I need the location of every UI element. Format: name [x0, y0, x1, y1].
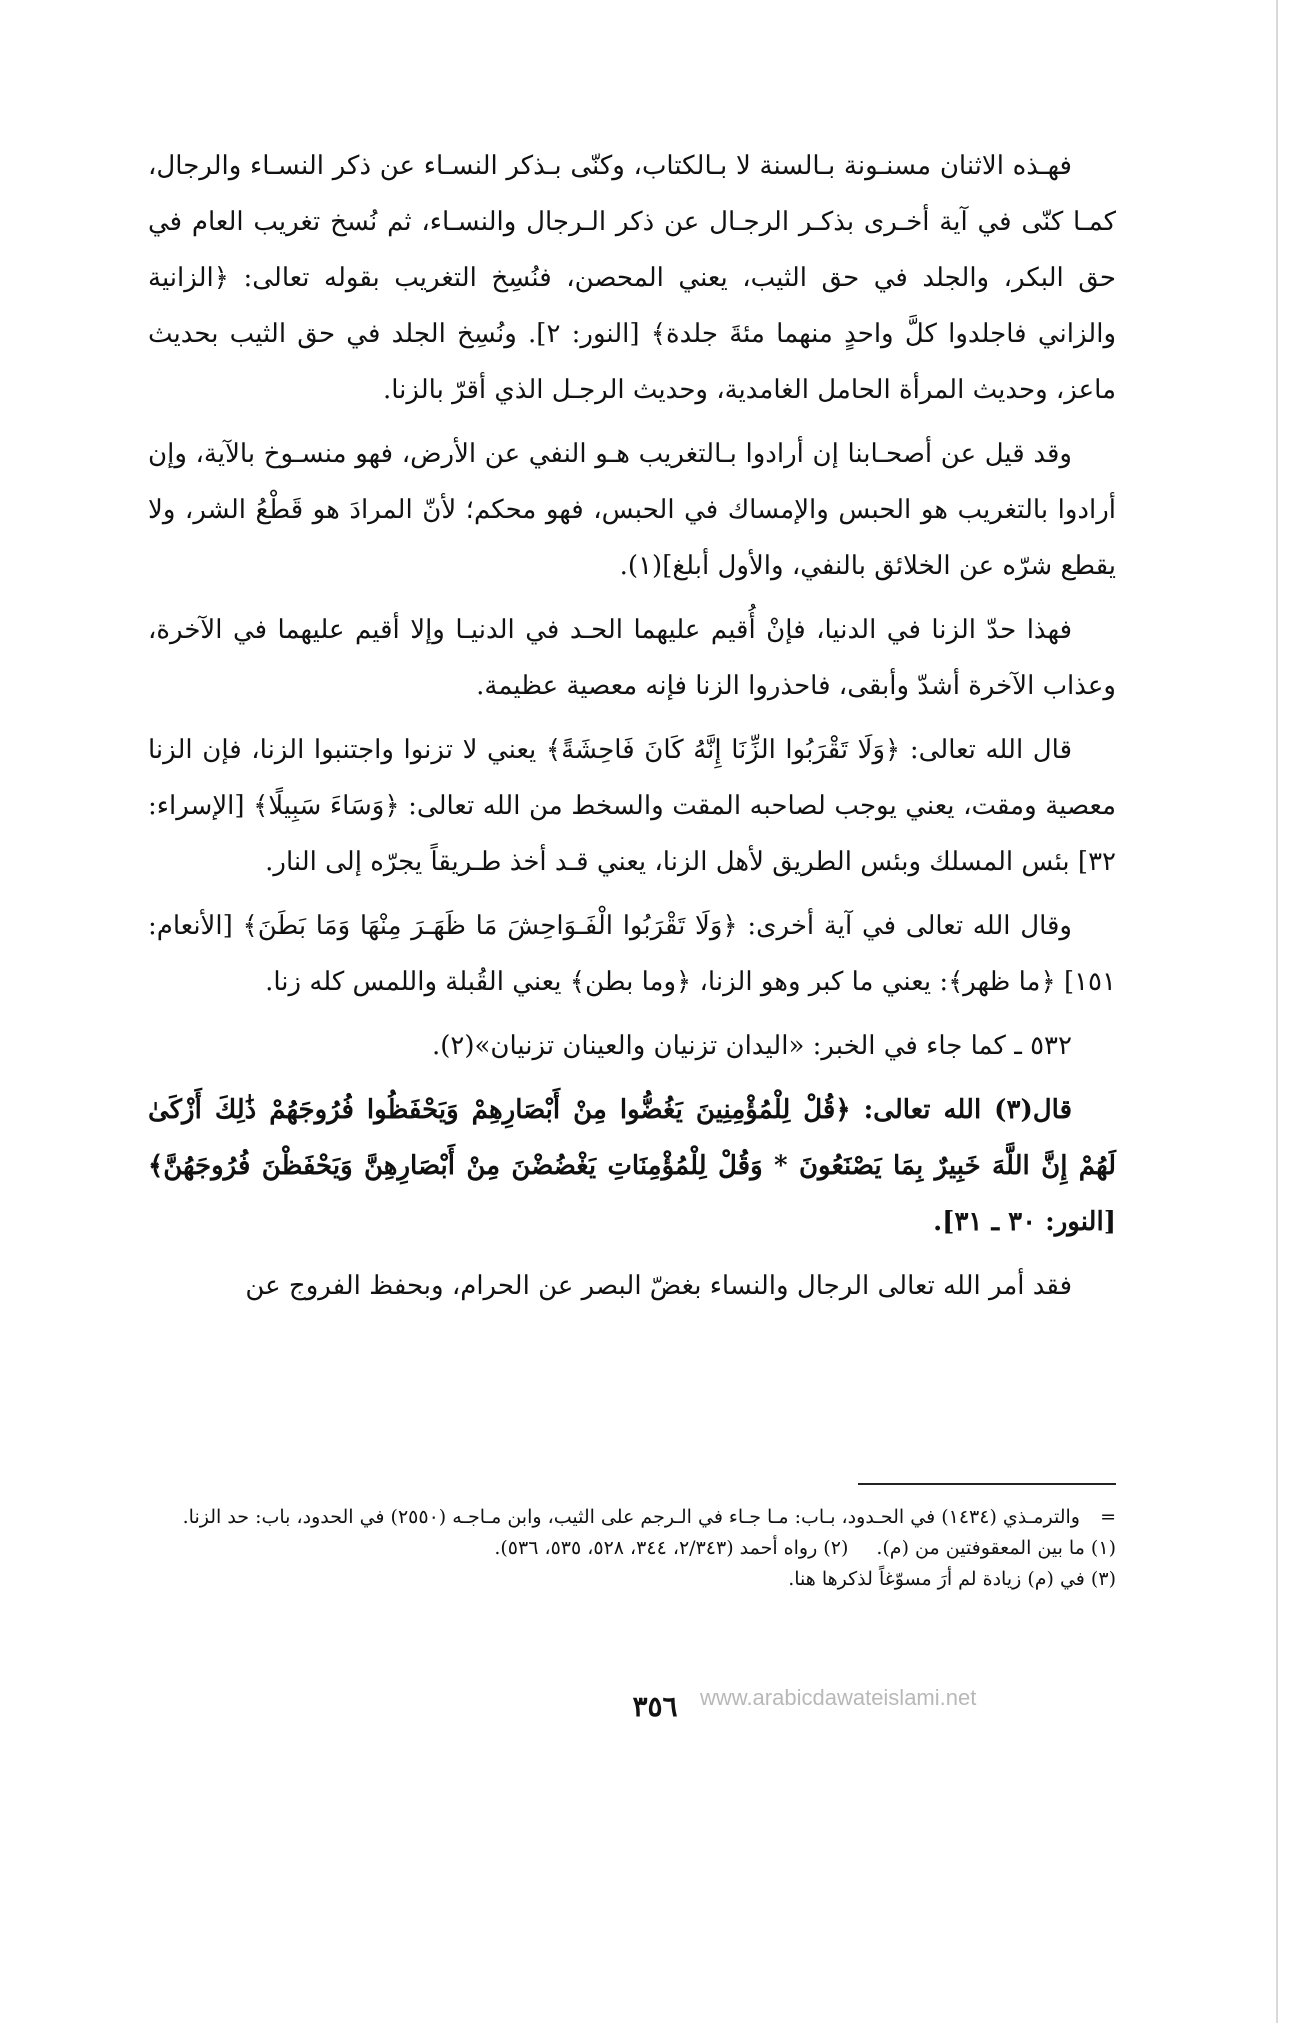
footnote-continued [148, 1502, 1116, 1533]
paragraph-5: وقال الله تعالى في آية أخرى: ﴿وَلَا تَقْرَبُوا الْفَـوَاحِشَ مَا ظَهَـرَ مِنْهَا وَمَا بَطَنَ﴾ [الأنعام: ١٥١] ﴿ما ظهر﴾: يعني ما كبر وهو الزنا، ﴿وما بطن﴾ يعني القُبلة واللمس كله زنا. [148, 911, 1116, 997]
footnote-row-1-2 [148, 1533, 1116, 1564]
paragraph-3: فهذا حدّ الزنا في الدنيا، فإنْ أُقيم عليهما الحـد في الدنيـا وإلا أقيم عليهما في الآخرة، وعذاب الآخرة أشدّ وأبقى، فاحذروا الزنا فإنه معصية عظيمة. [148, 615, 1116, 701]
paragraph-1: فهـذه الاثنان مسنـونة بـالسنة لا بـالكتاب، وكنّى بـذكر النسـاء عن ذكر النسـاء والرجال، كمـا كنّى في آية أخـرى بذكـر الرجـال عن ذكر الـرجال والنسـاء، ثم نُسخ تغريب العام في حق البكر، والجلد في حق الثيب، يعني المحصن، فنُسِخ التغريب بقوله تعالى: ﴿الزانية والزاني فاجلدوا كلَّ واحدٍ منهما مئةَ جلدة﴾ [النور: ٢]. ونُسِخ الجلد في حق الثيب بحديث ماعز، وحديث المرأة الحامل الغامدية، وحديث الرجـل الذي أقرّ بالزنا. [148, 151, 1117, 405]
page-number: ٣٥٦ [632, 1690, 678, 1723]
page-edge-line [1276, 0, 1278, 2023]
paragraph-6: ٥٣٢ ـ كما جاء في الخبر: «اليدان تزنيان والعينان تزنيان»(٢). [431, 1031, 1072, 1061]
main-text [148, 138, 1116, 1322]
footnote-continued-text: والترمـذي (١٤٣٤) في الحـدود، بـاب: مـا جـاء في الـرجم على الثيب، وابن مـاجـه (٢٥٥٠) في الحدود، باب: حد الزنا. [182, 1506, 1080, 1528]
footnotes [148, 1502, 1116, 1595]
footnote-separator [858, 1483, 1116, 1485]
footnote-3: (٣) في (م) زيادة لم أرَ مسوّغاً لذكرها هنا. [788, 1568, 1116, 1590]
footnote-1: (١) ما بين المعقوفتين من (م). [876, 1537, 1116, 1559]
footnote-2: (٢) رواه أحمد (٢/٣٤٣، ٣٤٤، ٥٢٨، ٥٣٥، ٥٣٦). [494, 1537, 849, 1559]
paragraph-4: قال الله تعالى: ﴿وَلَا تَقْرَبُوا الزِّنَا إِنَّهُ كَانَ فَاحِشَةً﴾ يعني لا تزنوا واجتنبوا الزنا، فإن الزنا معصية ومقت، يعني يوجب لصاحبه المقت والسخط من الله تعالى: ﴿وَسَاءَ سَبِيلًا﴾ [الإسراء: ٣٢] بئس المسلك وبئس الطريق لأهل الزنا، يعني قـد أخذ طـريقاً يجرّه إلى النار. [148, 735, 1116, 877]
paragraph-7-verse: قال(٣) الله تعالى: ﴿قُلْ لِلْمُؤْمِنِينَ يَغُضُّوا مِنْ أَبْصَارِهِمْ وَيَحْفَظُوا فُرُوجَهُمْ ذَٰلِكَ أَزْكَىٰ لَهُمْ إِنَّ اللَّهَ خَبِيرٌ بِمَا يَصْنَعُونَ * وَقُلْ لِلْمُؤْمِنَاتِ يَغْضُضْنَ مِنْ أَبْصَارِهِنَّ وَيَحْفَظْنَ فُرُوجَهُنَّ﴾ [النور: ٣٠ ـ ٣١]. [148, 1095, 1116, 1237]
paragraph-8: فقد أمر الله تعالى الرجال والنساء بغضّ البصر عن الحرام، وبحفظ الفروج عن [245, 1271, 1072, 1301]
continuation-marker: = [1100, 1506, 1116, 1528]
paragraph-2: وقد قيل عن أصحـابنا إن أرادوا بـالتغريب هـو النفي عن الأرض، فهو منسـوخ بالآية، وإن أرادوا بالتغريب هو الحبس والإمساك في الحبس، فهو محكم؛ لأنّ المرادَ هو قَطْعُ الشر، ولا يقطع شرّه عن الخلائق بالنفي، والأول أبلغ](١). [148, 439, 1116, 581]
watermark-url: www.arabicdawateislami.net [700, 1685, 977, 1710]
